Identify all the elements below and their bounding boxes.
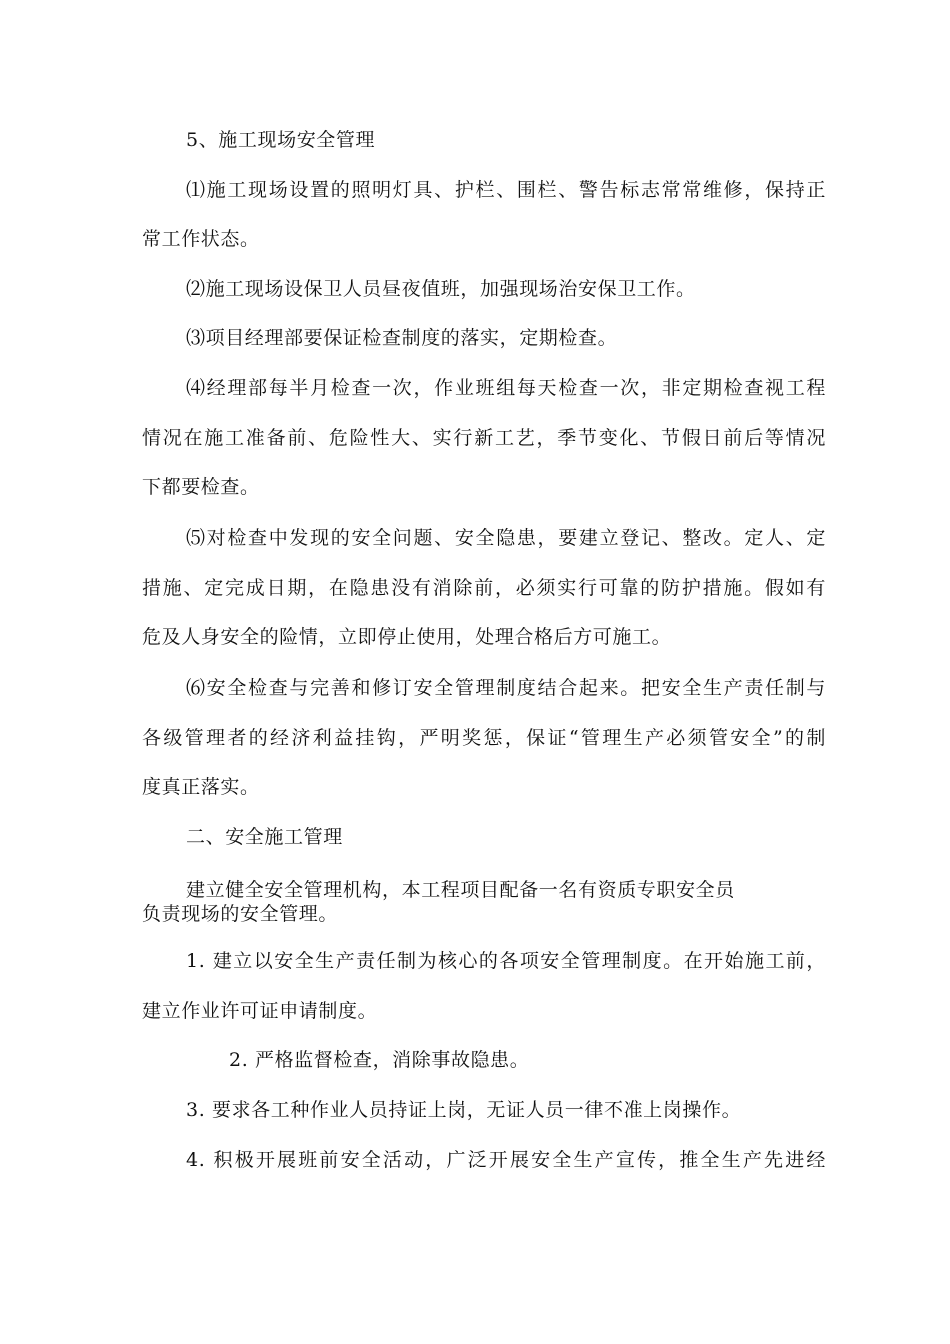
numbered-4-line-1: 4. 积极开展班前安全活动，广泛开展安全生产宣传，推全生产先进经	[186, 1149, 826, 1171]
item-5-line-3: 危及人身安全的险情，立即停止使用，处理合格后方可施工。	[142, 626, 672, 648]
numbered-1-line-1: 1. 建立以安全生产责任制为核心的各项安全管理制度。在开始施工前，	[186, 950, 826, 972]
intro-line-2: 负责现场的安全管理。	[142, 903, 339, 925]
numbered-1-line-2: 建立作业许可证申请制度。	[142, 1000, 378, 1022]
item-5-line-2: 措施、定完成日期，在隐患没有消除前，必须实行可靠的防护措施。假如有	[142, 577, 826, 599]
intro-line-1: 建立健全安全管理机构，本工程项目配备一名有资质专职安全员	[186, 879, 735, 901]
numbered-3: 3. 要求各工种作业人员持证上岗，无证人员一律不准上岗操作。	[186, 1099, 742, 1121]
item-1-line-1: ⑴施工现场设置的照明灯具、护栏、围栏、警告标志常常维修，保持正	[186, 179, 826, 201]
item-4-line-1: ⑷经理部每半月检查一次，作业班组每天检查一次，非定期检查视工程	[186, 377, 826, 399]
item-6-line-3: 度真正落实。	[142, 776, 260, 798]
item-2-line-1: ⑵施工现场设保卫人员昼夜值班，加强现场治安保卫工作。	[186, 278, 696, 300]
item-5-line-1: ⑸对检查中发现的安全问题、安全隐患，要建立登记、整改。定人、定	[186, 527, 826, 549]
numbered-2: 2. 严格监督检查，消除事故隐患。	[229, 1049, 530, 1071]
item-6-line-1: ⑹安全检查与完善和修订安全管理制度结合起来。把安全生产责任制与	[186, 677, 826, 699]
item-4-line-3: 下都要检查。	[142, 476, 260, 498]
section-2-heading: 二、安全施工管理	[186, 826, 343, 848]
item-1-line-2: 常工作状态。	[142, 228, 260, 250]
item-6-line-2: 各级管理者的经济利益挂钩，严明奖惩，保证“管理生产必须管安全”的制	[142, 727, 826, 749]
item-3-line-1: ⑶项目经理部要保证检查制度的落实，定期检查。	[186, 327, 618, 349]
section-5-heading: 5、施工现场安全管理	[186, 129, 376, 151]
item-4-line-2: 情况在施工准备前、危险性大、实行新工艺，季节变化、节假日前后等情况	[142, 427, 826, 449]
